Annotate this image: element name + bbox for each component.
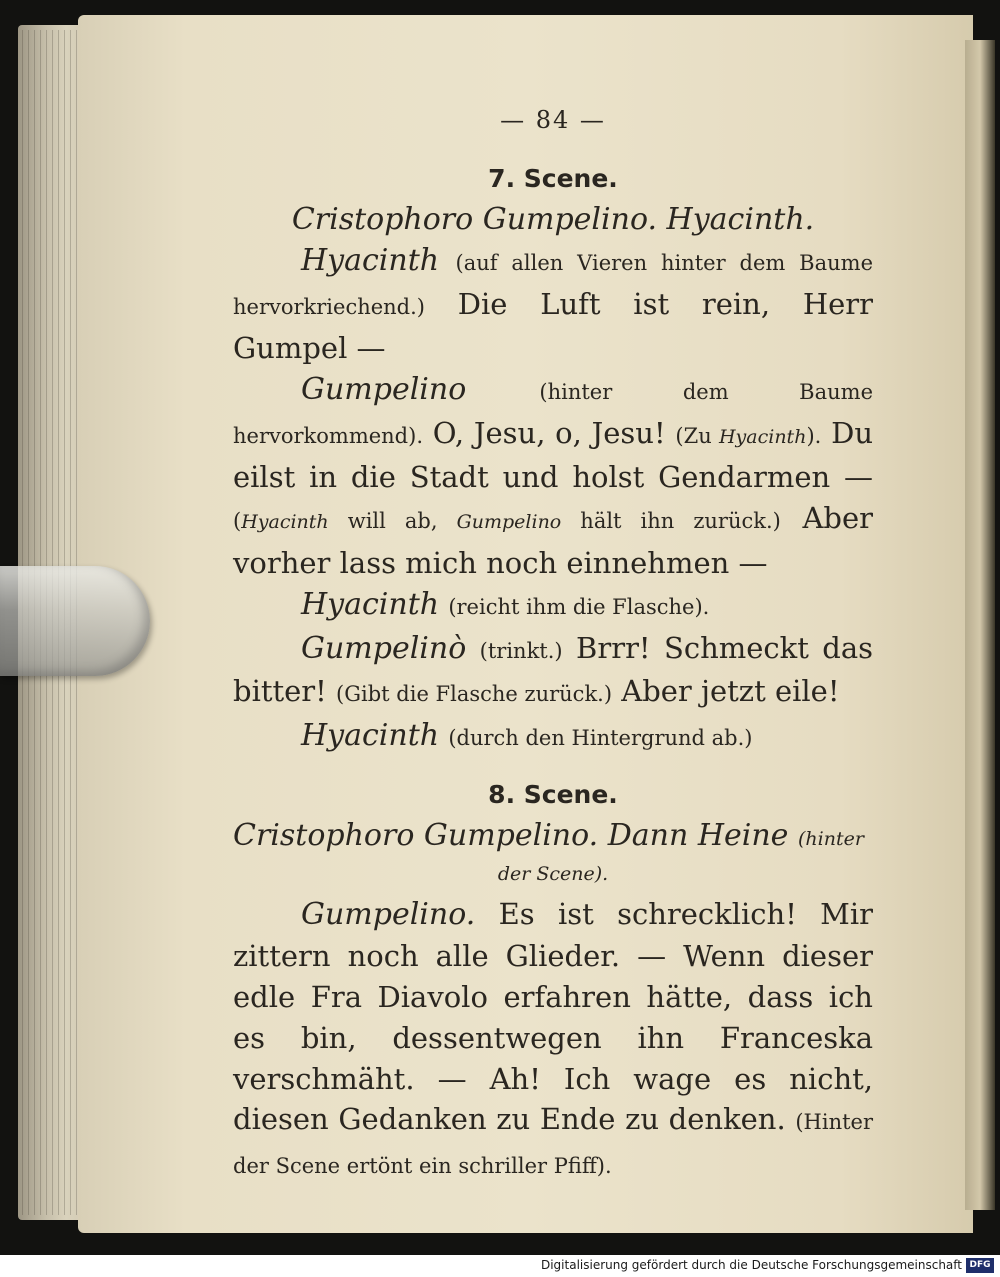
stage-direction: (durch den Hintergrund ab.) bbox=[448, 726, 753, 751]
footer-bar bbox=[0, 1255, 1000, 1277]
dialogue: Du eilst in die Stadt und holst Gendarmen — bbox=[233, 415, 874, 495]
paragraph bbox=[233, 715, 873, 759]
page-text bbox=[233, 100, 873, 1187]
paragraph bbox=[233, 369, 873, 584]
scene-8-cast: Cristophoro Gumpelino. Dann Heine (hinter bbox=[233, 817, 864, 853]
speaker: Gumpelino. bbox=[301, 897, 476, 933]
stage-direction: (Hyacinth will ab, Gumpelino hält ihn zurück.) bbox=[233, 509, 781, 534]
speaker: Hyacinth bbox=[301, 718, 440, 754]
dialogue: Aber vorher lass mich noch einnehmen — bbox=[233, 501, 873, 580]
page-gutter bbox=[965, 40, 995, 1210]
scene-8-heading: 8. Scene. bbox=[488, 779, 618, 809]
scene-8-cast-continued: der Scene). bbox=[497, 862, 609, 885]
stage-direction: (reicht ihm die Flasche). bbox=[448, 594, 710, 619]
spacer bbox=[233, 759, 873, 775]
speaker: Hyacinth bbox=[301, 586, 440, 622]
paragraph bbox=[233, 240, 873, 368]
scene-7-cast: Cristophoro Gumpelino. Hyacinth. bbox=[291, 201, 815, 237]
speaker: Gumpelinò bbox=[301, 630, 467, 666]
page-number: — 84 — bbox=[500, 106, 606, 134]
stage-direction: (hinter dem Baume hervorkommend). bbox=[233, 379, 873, 448]
speaker: Hyacinth bbox=[301, 243, 440, 279]
speaker: Gumpelino bbox=[301, 371, 467, 407]
dialogue: Aber jetzt eile! bbox=[621, 674, 840, 709]
stage-direction: (Zu Hyacinth). bbox=[675, 423, 822, 448]
footer-credit: Digitalisierung gefördert durch die Deutsche Forschungsgemeinschaft bbox=[540, 1258, 962, 1272]
page-clip bbox=[0, 566, 150, 676]
paragraph bbox=[233, 894, 873, 1187]
dialogue: Brrr! Schmeckt das bitter! bbox=[233, 630, 874, 709]
dialogue: Es ist schrecklich! Mir zittern noch alle Glieder. — Wenn dieser edle Fra Diavolo erfahren hätte, dass ich es bin, dessentwegen ihn Franceska verschmäht. — Ah! Ich wage es nicht, diesen Gedanken zu Ende zu denken. bbox=[233, 897, 873, 1137]
stage-direction: (Gibt die Flasche zurück.) bbox=[336, 682, 613, 707]
scene-7-heading: 7. Scene. bbox=[488, 163, 618, 193]
stage-direction: (Hinter der Scene ertönt ein schriller Pfiff). bbox=[233, 1110, 873, 1179]
dialogue: Die Luft ist rein, Herr Gumpel — bbox=[233, 287, 873, 365]
stage-direction: (auf allen Vieren hinter dem Baume hervorkriechend.) bbox=[233, 251, 874, 320]
stage-direction: (trinkt.) bbox=[479, 638, 563, 663]
dialogue: O, Jesu, o, Jesu! bbox=[432, 415, 666, 450]
dfg-logo: DFG bbox=[966, 1258, 994, 1273]
paragraph bbox=[233, 628, 873, 716]
paragraph bbox=[233, 584, 873, 628]
